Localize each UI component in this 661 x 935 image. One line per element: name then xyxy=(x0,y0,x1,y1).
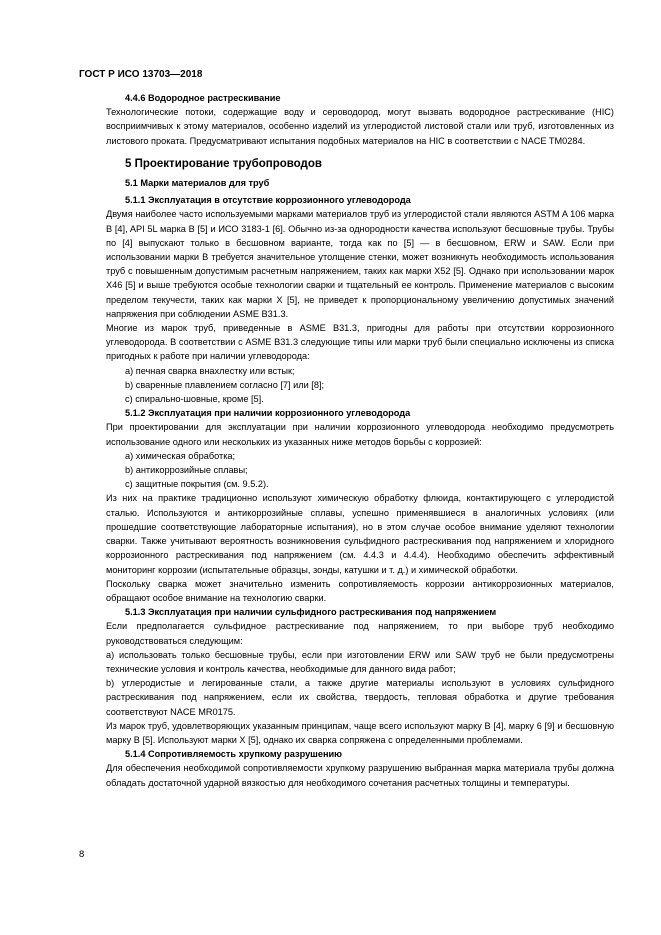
list-item: b) антикоррозийные сплавы; xyxy=(125,465,248,476)
paragraph: Технологические потоки, содержащие воду и сероводород, могут вызвать водородное растрескивание (HIC) восприимчивых к этому материалов, особенно изделий из углеродистой листовой стали или труб, изготовленных из листового проката. Предусматривают испытания подобных материалов на HIC в соответствии с NACE TM0284. xyxy=(106,107,614,146)
paragraph: Многие из марок труб, приведенные в ASME B31.3, пригодны для работы при отсутствии коррозионного углеводорода. В соответствии с ASME B31.3 следующие типы или марки труб были специально исключены из списка пригодных к работе при наличии углеводорода: xyxy=(106,323,614,362)
list-item: a) химическая обработка; xyxy=(125,450,236,461)
section-5-1-1-title: 5.1.1 Эксплуатация в отсутствие коррозионного углеводорода xyxy=(125,195,411,206)
paragraph: Поскольку сварка может значительно изменить сопротивляемость коррозии антикоррозионных материалов, обращают особое внимание на технологию сварки. xyxy=(106,578,614,603)
paragraph: Для обеспечения необходимой сопротивляемости хрупкому разрушению выбранная марка материала трубы должна обладать достаточной ударной вязкостью для необходимого сочетания расчетных толщины и температуры. xyxy=(106,763,614,788)
list-item: c) защитные покрытия (см. 9.5.2). xyxy=(125,479,269,490)
paragraph: Из них на практике традиционно используют химическую обработку флюида, контактирующего с углеродистой сталью. Используются и антикоррозийные сплавы, успешно применявшиеся в аналогичных условиях (или прошедшие соответствующие лабораторные испытания), но в этом случае особое внимание уделяют технологии сварки. Также учитывают вероятность возникновения сульфидного растрескивания под напряжением и хлоридного коррозионного растрескивания под напряжением (см. 4.4.3 и 4.4.4). Необходимо обеспечить эффективный мониторинг коррозии (испытательные образцы, зонды, катушки и т. д.) и химической обработки. xyxy=(106,493,614,575)
list-item: c) спирально-шовные, кроме [5]. xyxy=(125,394,264,405)
section-5-1-title: 5.1 Марки материалов для труб xyxy=(125,178,270,189)
list-item: b) углеродистые и легированные стали, а также другие материалы используют в условиях сульфидного растрескивания под напряжением, если их свойства, твердость, тепловая обработка и другие требования соответствуют NACE MR0175. xyxy=(106,678,614,717)
section-5-title: 5 Проектирование трубопроводов xyxy=(125,157,322,170)
list-item: a) печная сварка внахлестку или встык; xyxy=(125,365,295,376)
list-item: b) сваренные плавлением согласно [7] или [8]; xyxy=(125,379,325,390)
page-number: 8 xyxy=(79,849,85,860)
paragraph: Если предполагается сульфидное растрескивание под напряжением, то при выборе труб необходимо руководствоваться следующим: xyxy=(106,621,614,646)
list-item: a) использовать только бесшовные трубы, если при изготовлении ERW или SAW труб не были предусмотрены технические условия и контроль качества, необходимые для данного вида работ; xyxy=(106,649,614,674)
section-4-4-6-title: 4.4.6 Водородное растрескивание xyxy=(125,93,281,103)
page-content xyxy=(106,91,614,790)
section-5-1-3-title: 5.1.3 Эксплуатация при наличии сульфидного растрескивания под напряжением xyxy=(125,607,497,618)
running-header: ГОСТ Р ИСО 13703—2018 xyxy=(79,69,203,80)
paragraph: Двумя наиболее часто используемыми марками материалов труб из углеродистой стали являются ASTM A 106 марка B [4], API 5L марка B [5] и ИСО 3183-1 [6]. Обычно из-за однородности качества используют бесшовные трубы. Трубы по [4] выпускают только в бесшовном варианте, тогда как по [5] — в бесшовном, ERW и SAW. Если при использовании марки B требуется значительное утолщение стенки, может возникнуть необходимость использования труб с повышенным допустимым расчетным напряжением, таких как марки X52 [5]. Однако при использовании марок X46 [5] и выше требуются особые технологии сварки и тщательный ее контроль. Применение материалов с высоким пределом текучести, таких как марки X [5], не приведет к пропорциональному увеличению допустимых значений напряжения при соблюдении ASME B31.3. xyxy=(106,209,614,319)
paragraph: При проектировании для эксплуатации при наличии коррозионного углеводорода необходимо предусмотреть использование одного или нескольких из указанных ниже методов борьбы с коррозией: xyxy=(106,422,614,447)
section-5-1-4-title: 5.1.4 Сопротивляемость хрупкому разрушению xyxy=(125,749,342,760)
section-5-1-2-title: 5.1.2 Эксплуатация при наличии коррозионного углеводорода xyxy=(125,408,411,419)
paragraph: Из марок труб, удовлетворяющих указанным принципам, чаще всего используют марку B [4], марку 6 [9] и бесшовную марку B [5]. Используют марки X [5], однако их сварка сопряжена с определенными проблемами. xyxy=(106,720,614,745)
